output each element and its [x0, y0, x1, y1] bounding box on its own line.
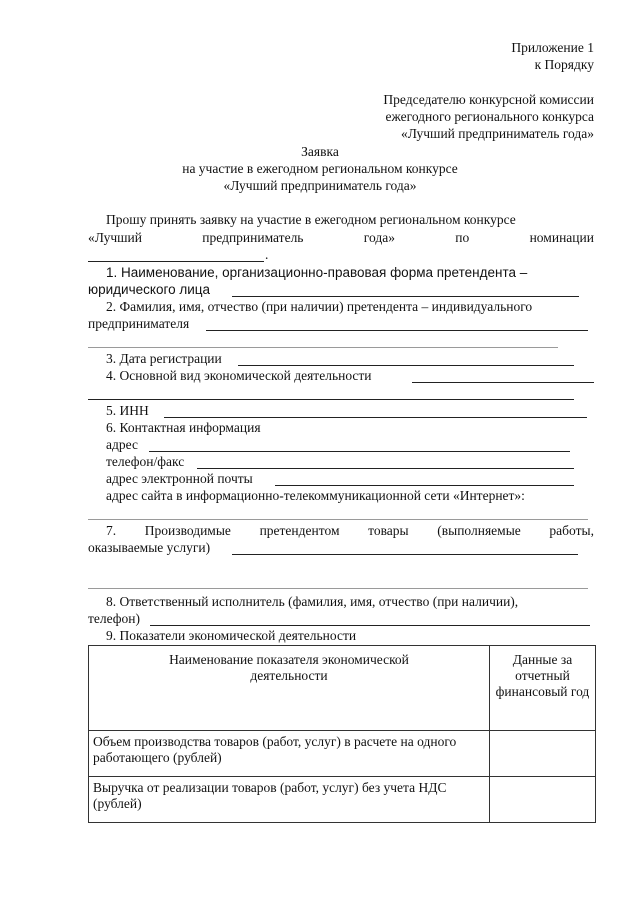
intro-word: номинации	[529, 230, 594, 245]
table-header-row	[89, 646, 596, 731]
indicator-name-cell: Выручка от реализации товаров (работ, услуг) без учета НДС (рублей)	[89, 777, 490, 823]
intro-word: года»	[363, 230, 395, 245]
address-field[interactable]	[149, 451, 570, 452]
item-7-word: 7.	[106, 523, 117, 538]
item-9-label: 9. Показатели экономической деятельности	[106, 628, 357, 643]
intro-line-2	[88, 230, 594, 246]
indicator-value-cell[interactable]	[490, 731, 596, 777]
item-4-label: 4. Основной вид экономической деятельности	[106, 368, 372, 383]
document-title: Заявка	[301, 144, 339, 159]
item-7-line-1	[106, 523, 594, 539]
email-field[interactable]	[275, 485, 574, 486]
document-subtitle-2: «Лучший предприниматель года»	[223, 178, 417, 193]
item-8-line-1: 8. Ответственный исполнитель (фамилия, имя, отчество (при наличии),	[106, 594, 519, 609]
intro-word: предприниматель	[202, 230, 304, 245]
inn-field[interactable]	[164, 417, 587, 418]
item-7-line-2: оказываемые услуги)	[88, 540, 211, 555]
registration-date-field[interactable]	[238, 365, 574, 366]
responsible-person-field[interactable]	[150, 625, 590, 626]
item-6-label: 6. Контактная информация	[106, 420, 261, 435]
appendix-reference: к Порядку	[534, 57, 594, 72]
products-field-continued[interactable]	[88, 588, 588, 589]
item-1-line-1: 1. Наименование, организационно-правовая форма претендента –	[106, 265, 528, 280]
document-subtitle-1: на участие в ежегодном региональном конкурсе	[182, 161, 458, 176]
intro-line-1: Прошу принять заявку на участие в ежегодном региональном конкурсе	[106, 212, 516, 227]
addressee-line-2: ежегодного регионального конкурса	[385, 109, 594, 124]
item-7-word: товары	[368, 523, 409, 538]
website-label: адрес сайта в информационно-телекоммуникационной сети «Интернет»:	[106, 488, 525, 503]
products-field[interactable]	[232, 554, 578, 555]
addressee-line-1: Председателю конкурсной комиссии	[383, 92, 594, 107]
economic-indicators-table	[88, 645, 596, 823]
intro-word: «Лучший	[88, 230, 142, 245]
item-7-word: претендентом	[259, 523, 340, 538]
item-3-label: 3. Дата регистрации	[106, 351, 222, 366]
item-7-word: (выполняемые	[437, 523, 521, 538]
item-5-label: 5. ИНН	[106, 403, 149, 418]
address-label: адрес	[106, 437, 138, 452]
main-activity-field-continued[interactable]	[88, 399, 574, 400]
indicator-column-header: Наименование показателя экономической деятельности	[89, 646, 490, 731]
item-8-line-2: телефон)	[88, 611, 141, 626]
nomination-field[interactable]	[88, 261, 264, 262]
entrepreneur-name-field-continued[interactable]	[88, 347, 558, 348]
legal-entity-name-field[interactable]	[232, 296, 579, 297]
indicator-value-cell[interactable]	[490, 777, 596, 823]
phone-fax-label: телефон/факс	[106, 454, 185, 469]
phone-fax-field[interactable]	[197, 468, 574, 469]
item-7-word: работы,	[549, 523, 594, 538]
item-1-line-2: юридического лица	[88, 282, 210, 297]
main-activity-field[interactable]	[412, 382, 594, 383]
data-column-header: Данные за отчетный финансовый год	[490, 646, 596, 731]
table-row	[89, 777, 596, 823]
email-label: адрес электронной почты	[106, 471, 253, 486]
addressee-line-3: «Лучший предприниматель года»	[400, 126, 594, 141]
intro-period: .	[265, 247, 269, 262]
item-2-line-1: 2. Фамилия, имя, отчество (при наличии) претендента – индивидуального	[106, 299, 533, 314]
item-2-line-2: предпринимателя	[88, 316, 190, 331]
entrepreneur-name-field[interactable]	[206, 330, 588, 331]
table-row	[89, 731, 596, 777]
intro-word: по	[455, 230, 470, 245]
indicator-name-cell: Объем производства товаров (работ, услуг) в расчете на одного работающего (рублей)	[89, 731, 490, 777]
item-7-word: Производимые	[144, 523, 231, 538]
website-field[interactable]	[88, 519, 588, 520]
appendix-number: Приложение 1	[511, 40, 594, 55]
